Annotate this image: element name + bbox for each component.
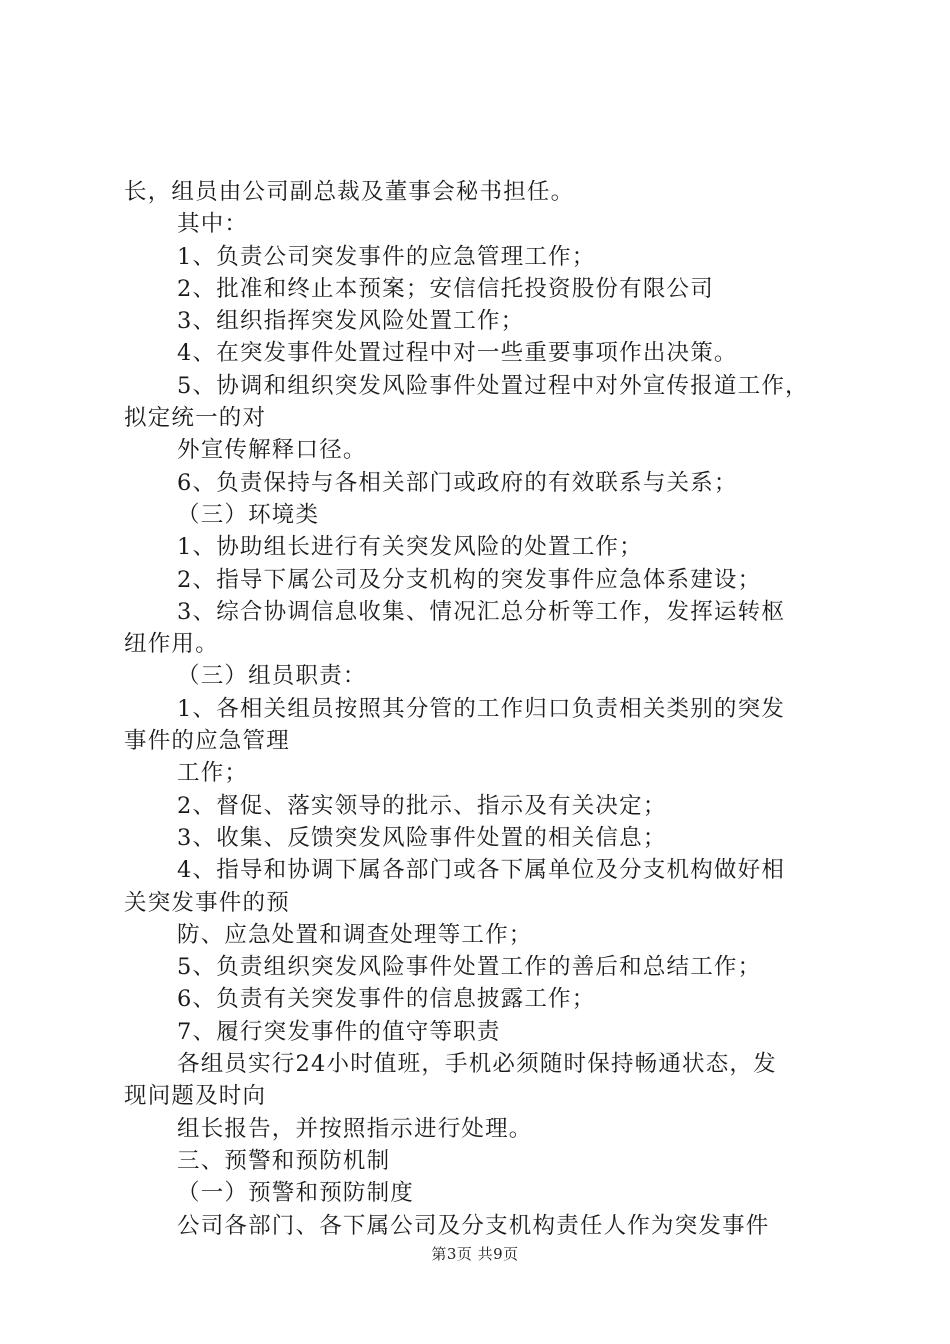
text-line: 2、批准和终止本预案；安信信托投资股份有限公司: [177, 275, 714, 302]
document-body: [124, 176, 836, 1242]
text-line: 防、应急处置和调查处理等工作；: [177, 921, 533, 948]
text-line: 现问题及时向: [124, 1083, 267, 1110]
text-line: （一）预警和预防制度: [177, 1180, 415, 1207]
text-line: 其中：: [177, 211, 249, 238]
text-line: 3、组织指挥突发风险处置工作；: [177, 308, 525, 335]
text-line: 关突发事件的预: [124, 889, 290, 916]
text-line: 4、指导和协调下属各部门或各下属单位及分支机构做好相: [177, 857, 786, 884]
text-line: 事件的应急管理: [124, 728, 290, 755]
text-line: 1、各相关组员按照其分管的工作归口负责相关类别的突发: [177, 695, 786, 722]
text-line: 2、督促、落实领导的批示、指示及有关决定；: [177, 792, 667, 819]
text-line: （三）组员职责：: [177, 663, 367, 690]
text-line: 5、负责组织突发风险事件处置工作的善后和总结工作；: [177, 954, 762, 981]
text-line: 纽作用。: [124, 631, 219, 658]
text-line: 1、协助组长进行有关突发风险的处置工作；: [177, 534, 643, 561]
text-line: 拟定统一的对: [124, 405, 267, 432]
text-line: 5、协调和组织突发风险事件处置过程中对外宣传报道工作，: [177, 372, 809, 399]
text-line: 组长报告，并按照指示进行处理。: [177, 1115, 533, 1142]
text-line: 各组员实行24小时值班，手机必须随时保持畅通状态，发: [177, 1051, 777, 1078]
text-line: 3、收集、反馈突发风险事件处置的相关信息；: [177, 824, 667, 851]
text-line: 1、负责公司突发事件的应急管理工作；: [177, 243, 596, 270]
text-line: 长，组员由公司副总裁及董事会秘书担任。: [124, 179, 575, 205]
text-line: （三）环境类: [177, 501, 320, 528]
text-line: 工作；: [177, 760, 249, 787]
text-line: 4、在突发事件处置过程中对一些重要事项作出决策。: [177, 340, 738, 367]
text-line: 3、综合协调信息收集、情况汇总分析等工作，发挥运转枢: [177, 598, 786, 625]
text-line: 7、履行突发事件的值守等职责: [177, 1018, 501, 1045]
page-footer: 第3页 共9页: [431, 1245, 519, 1263]
text-line: 三、预警和预防机制: [177, 1147, 391, 1174]
text-line: 6、负责有关突发事件的信息披露工作；: [177, 986, 596, 1013]
text-line: 外宣传解释口径。: [177, 437, 367, 464]
text-line: 6、负责保持与各相关部门或政府的有效联系与关系；: [177, 469, 738, 496]
text-line: 公司各部门、各下属公司及分支机构责任人作为突发事件: [177, 1212, 770, 1239]
text-line: 2、指导下属公司及分支机构的突发事件应急体系建设；: [177, 566, 762, 593]
